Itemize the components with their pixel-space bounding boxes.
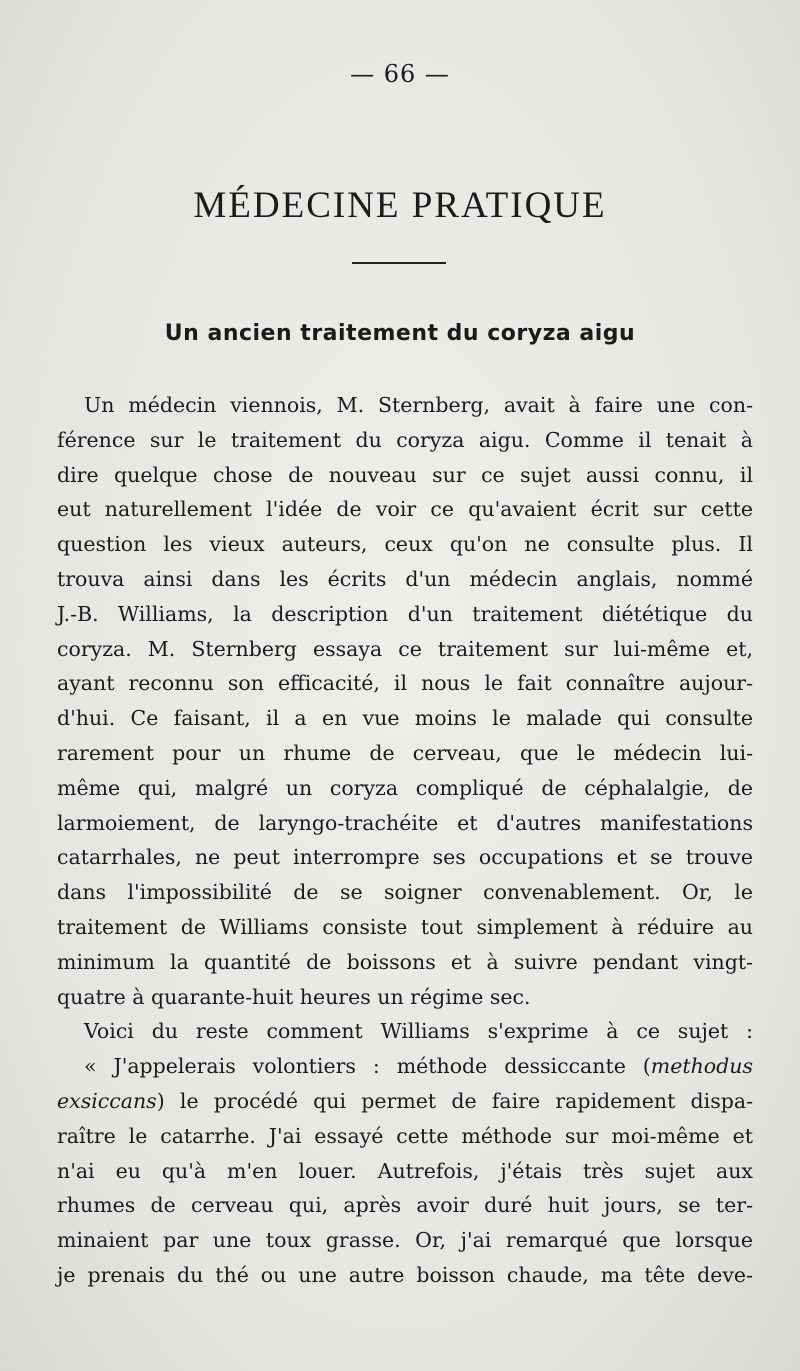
text-line: ayant reconnu son efficacité, il nous le fait connaître aujour- bbox=[57, 671, 753, 696]
text-line: eut naturellement l'idée de voir ce qu'avaient écrit sur cette bbox=[57, 497, 753, 522]
text-line: n'ai eu qu'à m'en louer. Autrefois, j'étais très sujet aux bbox=[57, 1158, 753, 1183]
page-number: — 66 — bbox=[350, 60, 450, 88]
text-line: larmoiement, de laryngo-trachéite et d'autres manifestations bbox=[57, 810, 753, 835]
text-line bbox=[57, 1049, 753, 1084]
text-segment: « J'appelerais volontiers : méthode dessiccante ( bbox=[84, 1054, 651, 1079]
section-title: MÉDECINE PRATIQUE bbox=[193, 185, 607, 226]
text-line: dans l'impossibilité de se soigner convenablement. Or, le bbox=[57, 880, 753, 905]
text-line: je prenais du thé ou une autre boisson chaude, ma tête deve- bbox=[57, 1262, 753, 1287]
text-line: catarrhales, ne peut interrompre ses occupations et se trouve bbox=[57, 845, 753, 870]
article-title: Un ancien traitement du coryza aigu bbox=[164, 321, 636, 346]
text-line: coryza. M. Sternberg essaya ce traitement sur lui-même et, bbox=[57, 636, 753, 661]
text-line: même qui, malgré un coryza compliqué de céphalalgie, de bbox=[57, 775, 753, 800]
article-body bbox=[57, 388, 753, 1293]
text-line: férence sur le traitement du coryza aigu. Comme il tenait à bbox=[57, 427, 753, 452]
italic-term: exsiccans bbox=[57, 1088, 157, 1113]
text-line: Un médecin viennois, M. Sternberg, avait à faire une con- bbox=[84, 393, 753, 417]
text-line: dire quelque chose de nouveau sur ce sujet aussi connu, il bbox=[57, 462, 753, 487]
text-segment: ) le procédé qui permet de faire rapidement dispa- bbox=[156, 1088, 753, 1113]
text-line: d'hui. Ce faisant, il a en vue moins le malade qui consulte bbox=[57, 706, 753, 731]
text-line: raître le catarrhe. J'ai essayé cette méthode sur moi-même et bbox=[57, 1123, 753, 1148]
text-line: minimum la quantité de boissons et à suivre pendant vingt- bbox=[57, 949, 753, 974]
text-line: Voici du reste comment Williams s'exprime à ce sujet : bbox=[84, 1019, 753, 1044]
title-divider bbox=[352, 262, 446, 264]
text-line: question les vieux auteurs, ceux qu'on ne consulte plus. Il bbox=[57, 532, 753, 557]
text-line: rarement pour un rhume de cerveau, que le médecin lui- bbox=[57, 740, 753, 765]
text-line: quatre à quarante-huit heures un régime sec. bbox=[57, 984, 531, 1009]
text-line bbox=[57, 1084, 753, 1119]
text-line: rhumes de cerveau qui, après avoir duré huit jours, se ter- bbox=[57, 1193, 753, 1218]
text-line: J.-B. Williams, la description d'un traitement diététique du bbox=[57, 601, 753, 626]
text-line: traitement de Williams consiste tout simplement à réduire au bbox=[57, 914, 753, 939]
text-line: minaient par une toux grasse. Or, j'ai remarqué que lorsque bbox=[57, 1228, 753, 1253]
italic-term: methodus bbox=[650, 1054, 753, 1079]
text-line: trouva ainsi dans les écrits d'un médecin anglais, nommé bbox=[57, 566, 753, 591]
